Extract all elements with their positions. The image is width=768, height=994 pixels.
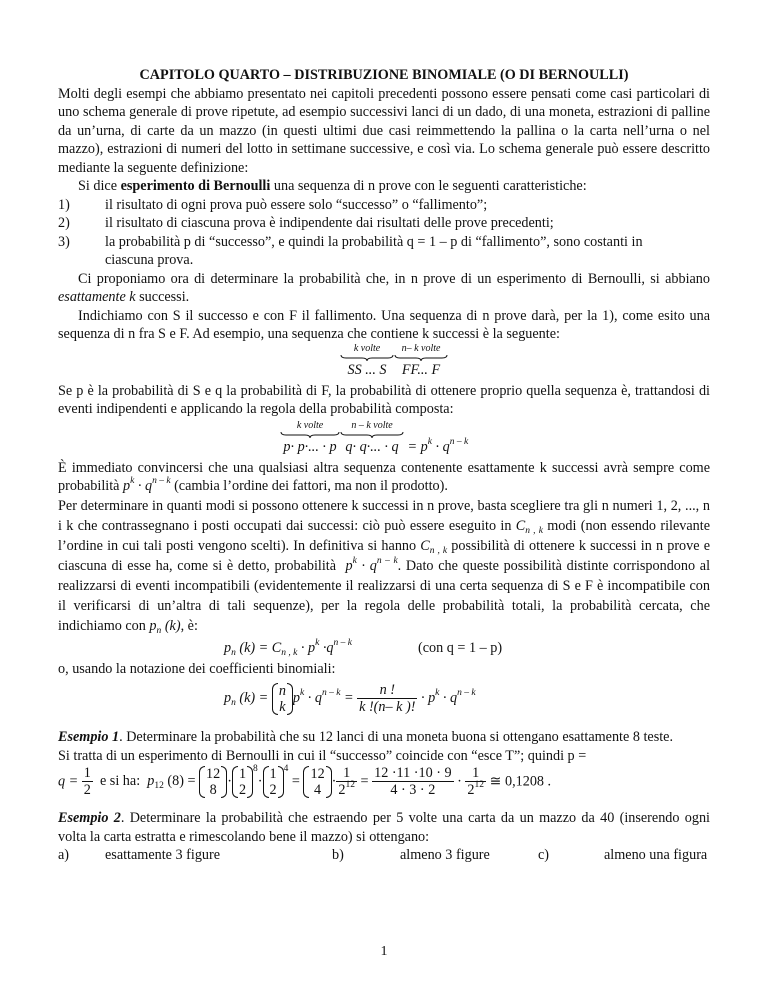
math-inline: $p^k \cdot q^{n - k}$ (123, 476, 171, 494)
definition-term: esperimento di Bernoulli (120, 178, 271, 194)
list-item: 2) il risultato di ciascuna prova è indipendente dai risultati delle prove precedenti; (58, 215, 554, 231)
paragraph: Per determinare in quanti modi si possono ottenere k successi in n prove, basta scegliere tra gli n numeri 1, 2, ..., n i k che contrassegnano i posti occupati dai successi: ciò può essere eseguito in $C_{n , k}$ modi (non essendo rilevante l’ordine in cui tali posti vengono scelti). In definitiva si hanno $C_{n , k}$ possibilità di ottenere k successi in n prove e ciascuna di esse ha, come si è detto, probabilità $p^k \cdot q^{n - k}$. Dato che queste possibilità distinte corrispondono al realizzarsi di eventi incompatibili (evidentemente il realizzarsi di una certa sequenza di S e F è incompatibile con il verificarsi di un’altra di tali sequenze), per la regola delle probabilità totali, la probabilità cercata, che indichiamo con $p_n$ (k), è: (58, 497, 711, 636)
definition-paragraph: Si dice esperimento di Bernoulli una sequenza di n prove con le seguenti caratteristiche: (78, 178, 587, 194)
example-2: Esempio 2. Determinare la probabilità che estraendo per 5 volte una carta da un mazzo da 40 (inserendo ogni volta la carta estratta e rimescolando bene il mazzo) si ottengano: (58, 810, 710, 845)
example-1-formula: q = $\frac{1}{2}$ e si ha: $p_{12}$ (8) = 12 8 · 1 2 $^8$· 1 2 $^4$ = 12 4 · $\frac{1}{2^{12}}$ = $\frac{12 \cdot 11 \cdot 10 \cdot 9}{4 \cdot 3 \cdot 2}$ · $\frac{1}{2^{12}}$ ≅ 0,1208 . (58, 763, 552, 798)
intro-paragraph: Molti degli esempi che abbiamo presentato nei capitoli precedenti possono essere pensati come casi particolari di uno schema generale di prove ripetute, ad esempio successivi lanci di un dado, di una moneta, estrazioni di palline da un’urna, di carte da un mazzo (in questi ultimi due casi reimmettendo la pallina o la carta nell’urna o nel mazzo), estrazioni di numeri del lotto in settimane successive, e così via. Lo schema generale può essere descritto mediante la seguente definizione: (58, 85, 710, 176)
brace-icon (340, 354, 394, 361)
binomial-coefficient-formula: $p_n$ (k) = n k $p^k \cdot q^{n - k}$ = $\frac{n !}{k !(n- k )!}$ · $p^k \cdot q^{n - k}$ (224, 682, 476, 715)
example-2-options: a) esattamente 3 figure b) almeno 3 figure c) almeno una figura (58, 847, 708, 863)
sequence-formula: k volte SS ... S n– k volte FF... F (58, 344, 710, 382)
page-number: 1 (380, 944, 388, 959)
paragraph: o, usando la notazione dei coefficienti binomiali: (58, 660, 336, 677)
example-1: Esempio 1. Determinare la probabilità che su 12 lanci di una moneta buona si ottengano esattamente 8 teste. (58, 729, 674, 745)
document-page (58, 66, 710, 866)
brace-icon (280, 431, 340, 438)
product-formula: k volte p· p·... · p n – k volte q· q·... · $q = p^k \cdot q^{n - k}$ (58, 419, 710, 459)
binomial-formula: $p_n$ $(k) = C_{n , k} \cdot p^k \cdot q^{n - k}$ (con q = 1 – p) (224, 637, 503, 658)
brace-icon (340, 431, 404, 438)
brace-icon (394, 354, 448, 361)
conditions-list (58, 196, 710, 270)
list-item: 3) la probabilità p di “successo”, e quindi la probabilità q = 1 – p di “fallimento”, sono costanti in ciascuna prova. (58, 233, 643, 268)
paragraph: È immediato convincersi che una qualsiasi altra sequenza contenente esattamente k successi avrà sempre come probabilità $p^k \cdot q^{n - k}$ (cambia l’ordine dei fattori, ma non il prodotto). (58, 459, 710, 494)
list-item: 1) il risultato di ogni prova può essere solo “successo” o “fallimento”; (58, 196, 488, 213)
paragraph: Indichiamo con S il successo e con F il fallimento. Una sequenza di n prove darà, per la 1), come esito una sequenza di n fra S e F. Ad esempio, una sequenza che contiene k successi è la seguente: (58, 307, 710, 342)
example-1-solution: Si tratta di un esperimento di Bernoulli in cui il “successo” coincide con “esce T”; quindi p = (58, 747, 587, 764)
chapter-title: CAPITOLO QUARTO – DISTRIBUZIONE BINOMIALE (O DI BERNOULLI) (139, 67, 629, 83)
paragraph: Se p è la probabilità di S e q la probabilità di F, la probabilità di ottenere proprio quella sequenza è, trattandosi di eventi indipendenti e applicando la regola della probabilità composta: (58, 382, 710, 417)
paragraph: Ci proponiamo ora di determinare la probabilità che, in n prove di un esperimento di Bernoulli, si abbiano esattamente k successi. (58, 270, 710, 305)
